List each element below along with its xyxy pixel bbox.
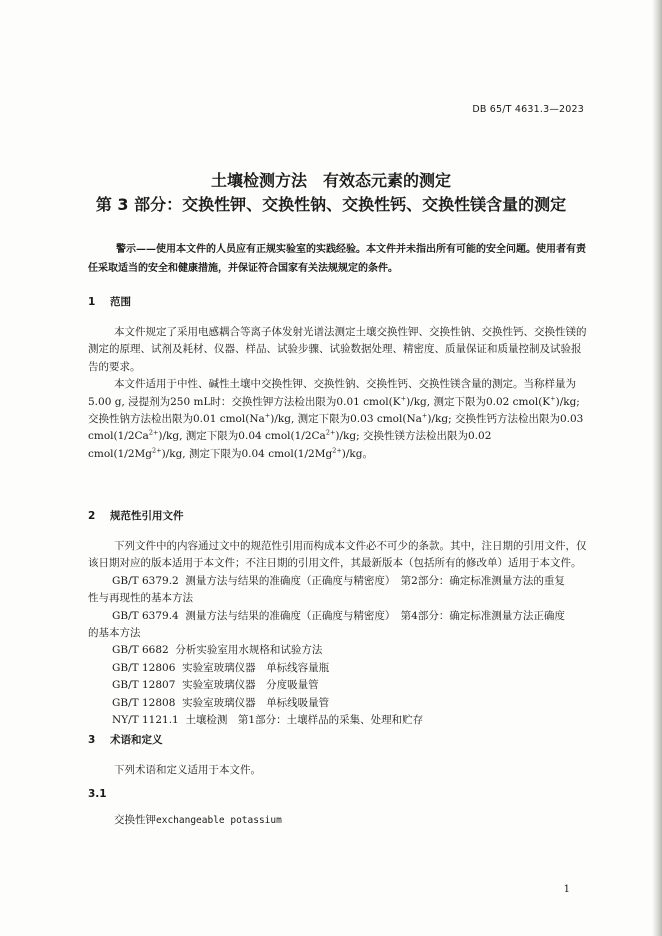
scope-paragraph-2: 本文件适用于中性、碱性土壤中交换性钾、交换性钠、交换性钙、交换性镁含量的测定。当称样量为5.00 g, 浸提剂为250 mL时：交换性钾方法检出限为0.01 cmol(K+)/kg, 测定下限为0.02 cmol(K+)/kg; 交换性钠方法检出限为0.01 cmol(Na+)/kg, 测定下限为0.03 cmol(Na+)/kg; 交换性钙方法检出限为0.03 $cmol(1/2Ca^{2+})/kg$, 测定下限为0.04 $cmol(1/2Ca^{2+})/kg$; 交换性镁方法检出限为0.02 $cmol(1/2Mg^{2+})/kg$, 测定下限为0.04 $cmol(1/2Mg^{2+})/kg$。 [88,378,584,460]
clause-number: 3.1 [88,788,107,800]
scan-edge-shadow [652,0,662,936]
reference-title: 测量方法与结果的准确度（正确度与精密度） 第2部分：确定标准测量方法的重复 [185,574,565,587]
section-title: 范围 [110,296,131,308]
reference-title: 实验室玻璃仪器 单标线吸量管 [182,696,330,709]
section-title: 规范性引用文件 [110,510,184,522]
document-title: 土壤检测方法 有效态元素的测定 [210,171,451,190]
reference-code: GB/T 12807 [112,679,176,692]
scope-paragraph-1: 本文件规定了采用电感耦合等离子体发射光谱法测定土壤交换性钾、交换性钠、交换性钙、交换性镁的测定的原理、试剂及耗材、仪器、样品、试验步骤、试验数据处理、精密度、质量保证和质量控制及试验报告的要求。 [88,326,587,373]
section-3-body [88,762,588,779]
reference-code: GB/T 12806 [112,661,176,674]
terms-intro: 下列术语和定义适用于本文件。 [114,764,261,776]
reference-code: GB/T 6682 [112,644,169,657]
page-number: 1 [563,884,570,895]
section-number: 3 [88,734,96,746]
term-entry [114,812,282,827]
reference-item [88,608,588,643]
section-1-heading [88,294,131,309]
document-number: DB 65/T 4631.3—2023 [472,104,584,115]
reference-item [88,642,588,659]
term-english: exchangeable potassium [156,815,282,826]
reference-title: 测量方法与结果的准确度（正确度与精密度） 第4部分：确定标准测量方法正确度 [185,609,565,622]
document-subtitle: 第 3 部分：交换性钾、交换性钠、交换性钙、交换性镁含量的测定 [95,195,567,214]
reference-title: 土壤检测 第1部分：土壤样品的采集、处理和贮存 [185,714,424,727]
reference-item [88,712,588,729]
term-chinese: 交换性钾 [114,814,156,826]
reference-code: GB/T 12808 [112,696,176,709]
section-1-body [88,324,588,463]
reference-title: 分析实验室用水规格和试验方法 [175,644,323,657]
section-number: 1 [88,296,96,308]
warning-notice: 警示——使用本文件的人员应有正规实验室的实践经验。本文件并未指出所有可能的安全问题。使用者有责任采取适当的安全和健康措施，并保证符合国家有关法规规定的条件。 [88,244,586,274]
section-number: 2 [88,510,96,522]
reference-title-continued: 性与再现性的基本方法 [88,592,193,605]
reference-title-continued: 的基本方法 [88,627,141,640]
reference-code: GB/T 6379.2 [112,574,179,587]
reference-item [88,660,588,677]
section-3-heading [88,732,163,747]
reference-code: GB/T 6379.4 [112,609,179,622]
reference-item [88,573,588,608]
references-intro: 下列文件中的内容通过文中的规范性引用而构成本文件必不可少的条款。其中，注日期的引用文件，仅该日期对应的版本适用于本文件；不注日期的引用文件，其最新版本（包括所有的修改单）适用于本文件。 [88,540,587,570]
reference-title: 实验室玻璃仪器 分度吸量管 [182,679,319,692]
section-2-body [88,538,588,729]
section-2-heading [88,508,184,523]
section-title: 术语和定义 [110,734,163,746]
reference-item [88,677,588,694]
reference-item [88,695,588,712]
reference-title: 实验室玻璃仪器 单标线容量瓶 [182,661,330,674]
reference-code: NY/T 1121.1 [112,714,179,727]
